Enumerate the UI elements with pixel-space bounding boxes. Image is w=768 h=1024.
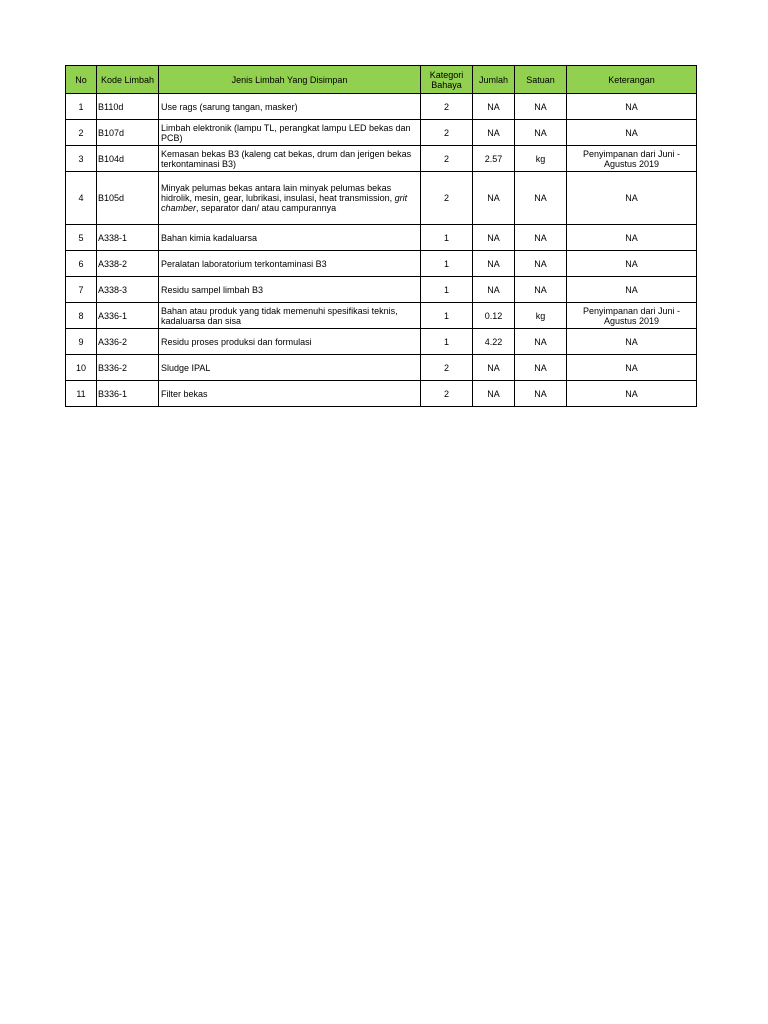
cell-kode: B110d [97, 94, 159, 120]
table-row [66, 303, 697, 329]
cell-kode: B336-2 [97, 355, 159, 381]
cell-no: 5 [66, 225, 97, 251]
table-row [66, 381, 697, 407]
cell-kategori: 2 [421, 355, 473, 381]
cell-kategori: 2 [421, 172, 473, 225]
cell-jenis: Residu sampel limbah B3 [159, 277, 421, 303]
cell-satuan: NA [515, 120, 567, 146]
cell-satuan: NA [515, 251, 567, 277]
table-row [66, 355, 697, 381]
table-row [66, 329, 697, 355]
cell-jumlah: NA [473, 225, 515, 251]
cell-keterangan: NA [567, 329, 697, 355]
cell-jumlah: NA [473, 172, 515, 225]
cell-satuan: NA [515, 355, 567, 381]
cell-jumlah: NA [473, 94, 515, 120]
cell-keterangan: NA [567, 355, 697, 381]
jenis-text-italic: grit chamber [161, 193, 408, 213]
cell-jenis: Sludge IPAL [159, 355, 421, 381]
cell-no: 4 [66, 172, 97, 225]
cell-no: 8 [66, 303, 97, 329]
header-kode-limbah: Kode Limbah [97, 66, 159, 94]
cell-jenis: Use rags (sarung tangan, masker) [159, 94, 421, 120]
cell-kategori: 2 [421, 146, 473, 172]
cell-no: 7 [66, 277, 97, 303]
cell-kode: B336-1 [97, 381, 159, 407]
cell-jumlah: NA [473, 251, 515, 277]
cell-no: 1 [66, 94, 97, 120]
cell-keterangan: NA [567, 251, 697, 277]
cell-jumlah: NA [473, 355, 515, 381]
cell-jenis: Peralatan laboratorium terkontaminasi B3 [159, 251, 421, 277]
cell-keterangan: Penyimpanan dari Juni - Agustus 2019 [567, 146, 697, 172]
cell-kategori: 1 [421, 225, 473, 251]
cell-kode: B105d [97, 172, 159, 225]
cell-jenis: Bahan atau produk yang tidak memenuhi spesifikasi teknis, kadaluarsa dan sisa [159, 303, 421, 329]
cell-kategori: 1 [421, 303, 473, 329]
cell-no: 11 [66, 381, 97, 407]
cell-keterangan: NA [567, 381, 697, 407]
table-row [66, 277, 697, 303]
cell-jenis: Bahan kimia kadaluarsa [159, 225, 421, 251]
cell-satuan: NA [515, 329, 567, 355]
cell-jumlah: NA [473, 381, 515, 407]
cell-satuan: NA [515, 172, 567, 225]
table-row [66, 225, 697, 251]
cell-jenis: Residu proses produksi dan formulasi [159, 329, 421, 355]
cell-jenis: Filter bekas [159, 381, 421, 407]
cell-keterangan: NA [567, 94, 697, 120]
header-jumlah: Jumlah [473, 66, 515, 94]
header-no: No [66, 66, 97, 94]
cell-jenis: Kemasan bekas B3 (kaleng cat bekas, drum dan jerigen bekas terkontaminasi B3) [159, 146, 421, 172]
cell-kode: A336-1 [97, 303, 159, 329]
cell-kategori: 2 [421, 120, 473, 146]
table-row [66, 94, 697, 120]
cell-kode: B107d [97, 120, 159, 146]
cell-keterangan: NA [567, 172, 697, 225]
cell-kode: A338-2 [97, 251, 159, 277]
cell-jumlah: NA [473, 277, 515, 303]
header-row [66, 66, 697, 94]
cell-jumlah: 2.57 [473, 146, 515, 172]
limbah-b3-table [65, 65, 697, 407]
cell-kategori: 2 [421, 381, 473, 407]
cell-jenis [159, 172, 421, 225]
cell-satuan: NA [515, 277, 567, 303]
table-row [66, 172, 697, 225]
cell-kode: A336-2 [97, 329, 159, 355]
cell-kode: A338-1 [97, 225, 159, 251]
cell-kategori: 1 [421, 251, 473, 277]
cell-no: 3 [66, 146, 97, 172]
cell-no: 9 [66, 329, 97, 355]
cell-kategori: 1 [421, 277, 473, 303]
cell-no: 10 [66, 355, 97, 381]
cell-jumlah: 0.12 [473, 303, 515, 329]
jenis-text-part-1: Minyak pelumas bekas antara lain minyak pelumas bekas hidrolik, mesin, gear, lubrikasi, insulasi, heat transmission, [161, 183, 395, 203]
cell-satuan: NA [515, 225, 567, 251]
cell-satuan: kg [515, 303, 567, 329]
cell-keterangan: NA [567, 120, 697, 146]
cell-jumlah: NA [473, 120, 515, 146]
cell-kategori: 1 [421, 329, 473, 355]
table-row [66, 251, 697, 277]
cell-satuan: kg [515, 146, 567, 172]
cell-kategori: 2 [421, 94, 473, 120]
cell-keterangan: Penyimpanan dari Juni - Agustus 2019 [567, 303, 697, 329]
cell-satuan: NA [515, 94, 567, 120]
header-kategori-bahaya: Kategori Bahaya [421, 66, 473, 94]
table-row [66, 120, 697, 146]
spreadsheet-page [65, 65, 696, 407]
jenis-text-part-2: , separator dan/ atau campurannya [196, 203, 337, 213]
cell-keterangan: NA [567, 225, 697, 251]
cell-jenis: Limbah elektronik (lampu TL, perangkat lampu LED bekas dan PCB) [159, 120, 421, 146]
cell-no: 6 [66, 251, 97, 277]
table-row [66, 146, 697, 172]
cell-keterangan: NA [567, 277, 697, 303]
cell-no: 2 [66, 120, 97, 146]
cell-satuan: NA [515, 381, 567, 407]
header-satuan: Satuan [515, 66, 567, 94]
header-jenis-limbah: Jenis Limbah Yang Disimpan [159, 66, 421, 94]
cell-kode: B104d [97, 146, 159, 172]
cell-kode: A338-3 [97, 277, 159, 303]
header-keterangan: Keterangan [567, 66, 697, 94]
cell-jumlah: 4.22 [473, 329, 515, 355]
